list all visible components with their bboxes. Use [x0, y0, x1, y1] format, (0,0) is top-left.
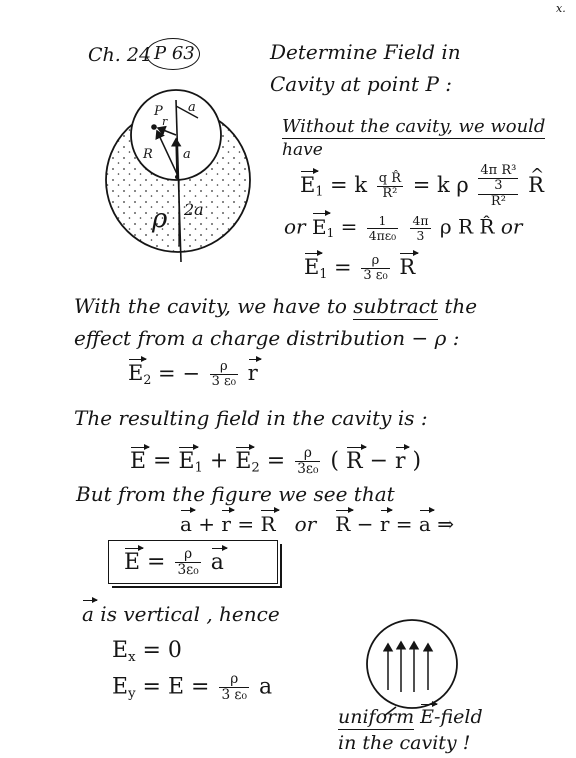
title-line-1: Determine Field in — [270, 40, 461, 64]
uniform-field-circle — [367, 620, 457, 708]
vertical-line: a is vertical , hence — [82, 602, 280, 626]
figure-label-a-vec: a — [183, 147, 191, 162]
figure-label-a: a — [188, 100, 196, 115]
title-line-2: Cavity at point P : — [270, 72, 453, 96]
equation-ey: $E_y = E$ = $\frac{\rho}{\text{3 ε₀}}$ a — [112, 671, 273, 703]
uniform-line-1: uniform E-field — [338, 706, 483, 728]
figure-label-r: r — [162, 115, 168, 128]
equation-e1-coulomb: $E_1 = k$ $\frac{\text{q R̂}}{\text{R²}}$ = k ρ 4π R³ 3 R² ^ R — [300, 164, 544, 209]
resulting-field-line: The resulting field in the cavity is : — [74, 406, 428, 430]
chapter-label: Ch. 24 — [88, 44, 152, 66]
with-cavity-line-1: With the cavity, we have to subtract the — [74, 294, 478, 318]
equation-e2: $E_2$ = − $\frac{\rho}{\text{3 ε₀}}$ r — [128, 359, 258, 390]
with-cavity-line-2: effect from a charge distribution − ρ : — [74, 326, 460, 350]
figure-label-P: P — [154, 104, 163, 119]
from-figure-line: But from the figure we see that — [76, 482, 395, 506]
corner-mark: x. — [556, 2, 566, 15]
figure-label-rho: ρ — [152, 204, 168, 234]
equation-vector-relation: a + r = R or R − r = a ⇒ — [180, 512, 454, 536]
problem-label: P 63 — [154, 43, 195, 64]
equation-ex: $E_x = 0$ — [112, 638, 182, 665]
equation-e1-result: $E_1$ = $\frac{\rho}{\text{3 ε₀}}$ R — [304, 253, 416, 284]
equation-total-field: $E = E_1 + E_2$ = $\frac{\rho}{\text{3ε₀}}$ ( R − r ) — [130, 445, 422, 477]
boxed-equation: E = $\frac{\rho}{\text{3ε₀}}$ a — [124, 546, 224, 578]
figure-label-R: R — [143, 147, 153, 162]
equation-e1-expanded: or $E_1$ = $\frac{1}{\text{4πε₀}}$ $\frac{4\pi}{3}$ ρ R R̂ or — [284, 213, 523, 243]
without-line-1: Without the cavity, we would — [282, 116, 546, 137]
without-line-2: have — [282, 140, 323, 160]
figure-label-2a: 2a — [184, 200, 204, 219]
uniform-line-2: in the cavity ! — [338, 732, 471, 754]
